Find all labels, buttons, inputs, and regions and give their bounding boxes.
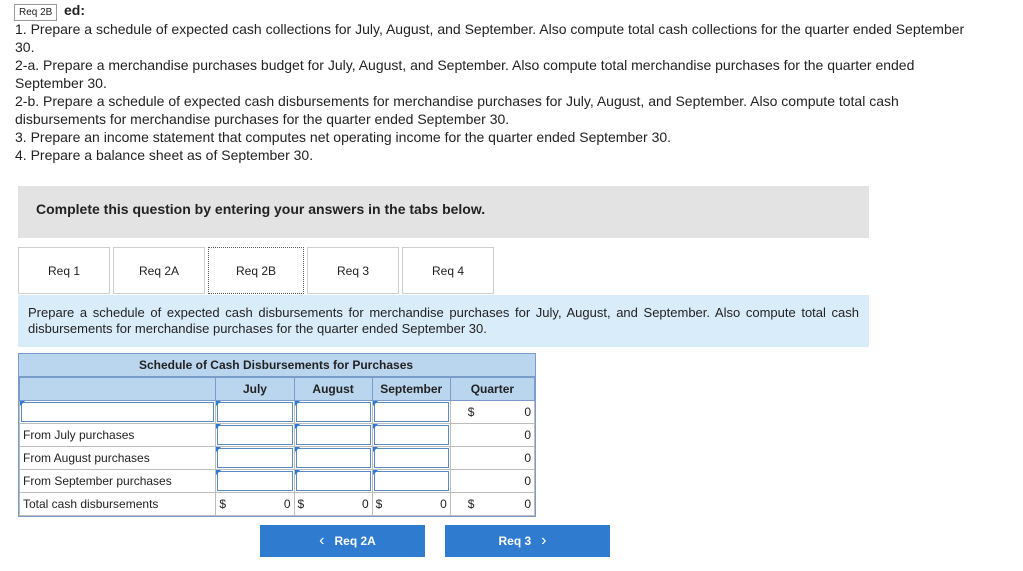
- header-blank: [20, 378, 216, 401]
- input-marker-icon: [373, 470, 378, 475]
- september-input[interactable]: [372, 401, 450, 424]
- header-quarter: Quarter: [450, 378, 534, 401]
- prev-button-label: Req 2A: [334, 534, 376, 548]
- august-input[interactable]: [294, 424, 372, 447]
- row-label: From August purchases: [20, 447, 216, 470]
- instruction-1: 1. Prepare a schedule of expected cash collections for July, August, and September. Also compute total cash collections for the quarter ended September 30.: [15, 21, 965, 55]
- next-req-3-button[interactable]: [445, 525, 610, 557]
- quarter-value: $ 0: [450, 401, 534, 424]
- table-row: [20, 470, 535, 493]
- august-input[interactable]: [294, 447, 372, 470]
- required-heading: ed:: [64, 2, 85, 18]
- input-marker-icon: [216, 470, 221, 475]
- schedule-title: Schedule of Cash Disbursements for Purchases: [19, 354, 535, 377]
- september-input[interactable]: [372, 424, 450, 447]
- header-september: September: [372, 378, 450, 401]
- input-marker-icon: [295, 470, 300, 475]
- tab-req-2a[interactable]: Req 2A: [113, 247, 205, 294]
- chevron-left-icon: ‹: [319, 532, 325, 549]
- input-marker-icon: [295, 424, 300, 429]
- total-label: Total cash disbursements: [20, 493, 216, 516]
- july-input[interactable]: [216, 401, 294, 424]
- prev-req-2a-button[interactable]: [260, 525, 425, 557]
- input-marker-icon: [373, 447, 378, 452]
- tab-req-3[interactable]: Req 3: [307, 247, 399, 294]
- total-row: [20, 493, 535, 516]
- total-quarter: $ 0: [450, 493, 534, 516]
- instruction-2b: 2-b. Prepare a schedule of expected cash disbursements for merchandise purchases for July, August, and September. Also compute total cash disbursements for merchandise purchases for the quarter ended September 30.: [15, 93, 899, 127]
- requirement-badge: Req 2B: [14, 4, 57, 21]
- total-september: $ 0: [372, 493, 450, 516]
- july-input[interactable]: [216, 424, 294, 447]
- table-row: [20, 447, 535, 470]
- september-input[interactable]: [372, 447, 450, 470]
- input-marker-icon: [295, 447, 300, 452]
- september-input[interactable]: [372, 470, 450, 493]
- input-marker-icon: [20, 401, 25, 406]
- august-input[interactable]: [294, 470, 372, 493]
- total-august: $ 0: [294, 493, 372, 516]
- input-marker-icon: [295, 401, 300, 406]
- input-marker-icon: [216, 401, 221, 406]
- july-input[interactable]: [216, 470, 294, 493]
- cash-disbursements-schedule: [18, 353, 536, 517]
- total-july: $ 0: [216, 493, 294, 516]
- input-marker-icon: [373, 424, 378, 429]
- tab-req-1[interactable]: Req 1: [18, 247, 110, 294]
- tab-prompt: Prepare a schedule of expected cash disbursements for merchandise purchases for July, August, and September. Also compute total cash disbursements for merchandise purchases for the quarter ended September 30.: [18, 295, 869, 347]
- instruction-banner: Complete this question by entering your answers in the tabs below.: [18, 186, 869, 238]
- tab-req-2b[interactable]: Req 2B: [208, 247, 304, 294]
- chevron-right-icon: ›: [541, 532, 547, 549]
- currency-symbol: $: [467, 405, 475, 419]
- august-input[interactable]: [294, 401, 372, 424]
- quarter-value: 0: [450, 447, 534, 470]
- quarter-value: 0: [450, 470, 534, 493]
- header-august: August: [294, 378, 372, 401]
- input-marker-icon: [216, 424, 221, 429]
- instruction-2a: 2-a. Prepare a merchandise purchases budget for July, August, and September. Also compute total merchandise purchases for the quarter ended September 30.: [15, 57, 915, 91]
- next-button-label: Req 3: [498, 534, 532, 548]
- table-row: [20, 424, 535, 447]
- row-label-input[interactable]: [20, 401, 216, 424]
- tab-req-4[interactable]: Req 4: [402, 247, 494, 294]
- tab-bar: [18, 247, 497, 295]
- table-row: [20, 401, 535, 424]
- quarter-value: 0: [450, 424, 534, 447]
- instruction-4: 4. Prepare a balance sheet as of September 30.: [15, 147, 314, 163]
- instruction-3: 3. Prepare an income statement that computes net operating income for the quarter ended September 30.: [15, 129, 672, 145]
- header-july: July: [216, 378, 294, 401]
- july-input[interactable]: [216, 447, 294, 470]
- row-label: From July purchases: [20, 424, 216, 447]
- input-marker-icon: [373, 401, 378, 406]
- row-label: From September purchases: [20, 470, 216, 493]
- instructions: [15, 20, 975, 164]
- input-marker-icon: [216, 447, 221, 452]
